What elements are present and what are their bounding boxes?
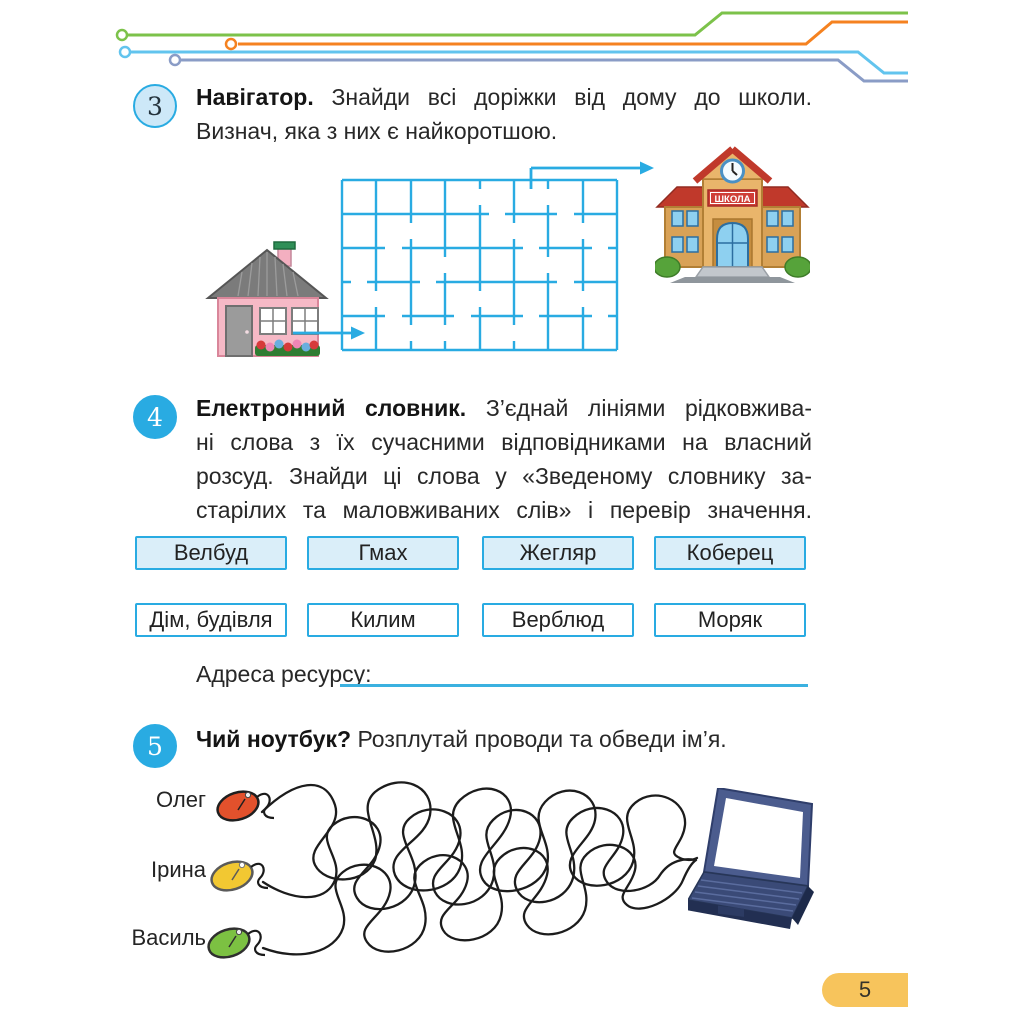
task3-title: Навігатор. xyxy=(196,84,314,110)
word-box-kylym[interactable]: Килим xyxy=(307,603,459,637)
decor-node-steel xyxy=(170,55,180,65)
task4-text xyxy=(196,391,812,527)
task4-title: Електронний словник. xyxy=(196,395,467,421)
school-sign-label: ШКОЛА xyxy=(714,194,751,205)
school-illustration xyxy=(655,143,810,283)
task5-text xyxy=(196,722,812,756)
decor-node-orange xyxy=(226,39,236,49)
name-vasyl[interactable]: Василь xyxy=(131,925,206,950)
task4-line3: розсуд. Знайди ці слова у «Зведеному словнику за- xyxy=(196,463,812,489)
wire-iryna xyxy=(263,808,695,909)
name-oleg[interactable]: Олег xyxy=(156,787,206,812)
tangled-wires xyxy=(255,770,705,970)
word-box-gmakh[interactable]: Гмах xyxy=(307,536,459,570)
name-iryna[interactable]: Ірина xyxy=(150,857,206,882)
word-box-zheglyar[interactable]: Жегляр xyxy=(482,536,634,570)
task5-title: Чий ноутбук? xyxy=(196,726,352,752)
entry-arrow xyxy=(293,327,365,340)
bush-right xyxy=(785,257,810,277)
task5-number-badge xyxy=(133,724,177,768)
school-path xyxy=(670,277,795,283)
decor-node-lightblue xyxy=(120,47,130,57)
task3-number-badge xyxy=(133,84,177,128)
decor-node-green xyxy=(117,30,127,40)
laptop-illustration xyxy=(688,788,820,940)
word-box-verblyud[interactable]: Верблюд xyxy=(482,603,634,637)
task4-number: 4 xyxy=(147,402,163,432)
address-answer-line[interactable] xyxy=(340,662,808,687)
word-box-velbud[interactable]: Велбуд xyxy=(135,536,287,570)
exit-arrow xyxy=(531,162,654,190)
task3-number: 3 xyxy=(147,91,163,121)
task4-line1: Електронний словник. З’єднай лініями рідковжива- xyxy=(196,395,813,421)
laptop-screen xyxy=(714,798,803,878)
bush-left xyxy=(655,257,680,277)
school-steps xyxy=(696,267,769,277)
task3-text xyxy=(196,80,812,148)
page-number: 5 xyxy=(858,977,872,1002)
task5-number: 5 xyxy=(147,731,163,761)
word-box-koberets[interactable]: Коберец xyxy=(654,536,806,570)
page-number-tab xyxy=(822,973,908,1007)
task4-line2: ні слова з їх сучасними відповідниками на власний xyxy=(196,429,812,455)
task4-number-badge xyxy=(133,395,177,439)
word-box-dim-budivlya[interactable]: Дім, будівля xyxy=(135,603,287,637)
task3-line1: Навігатор. Знайди всі доріжки від дому до школи. xyxy=(196,84,812,110)
task3-line2: Визнач, яка з них є найкоротшою. xyxy=(196,118,558,144)
address-label: Адреса ресурсу: xyxy=(196,661,372,687)
word-box-moryak[interactable]: Моряк xyxy=(654,603,806,637)
path-grid[interactable] xyxy=(285,145,685,370)
task5-line1: Чий ноутбук? Розплутай проводи та обведи ім’я. xyxy=(196,726,727,752)
task4-line4: старілих та маловживаних слів» і перевір значення. xyxy=(196,497,812,523)
